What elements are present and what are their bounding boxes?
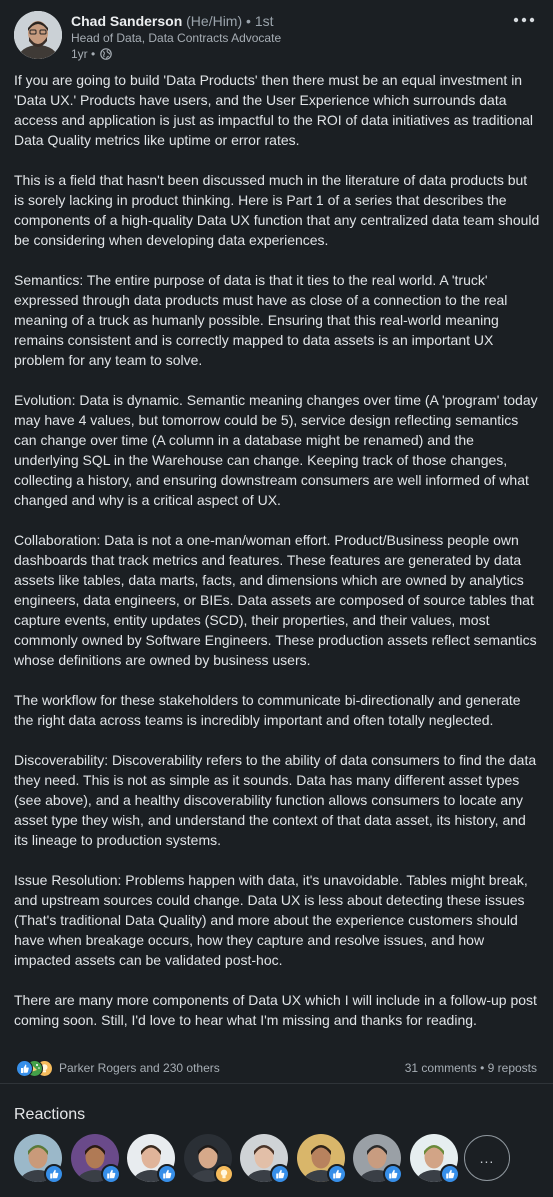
- globe-icon: [100, 48, 112, 60]
- like-badge-icon: [270, 1164, 290, 1184]
- post-timestamp: 1yr •: [71, 47, 96, 61]
- post-meta: [71, 46, 491, 62]
- post-paragraph: Collaboration: Data is not a one-man/woman effort. Product/Business people own dashboards that track metrics and features. These features are generated by data assets like tables, data marts, facts, and dimensions which are owned by analytics engineers, data engineers, or BIEs. Data assets are composed of source tables that capture events, entity updates (SCD), their properties, and their values, most commonly owned by Software Engineers. These production assets reflect semantics whose definitions are owned by business users.: [14, 532, 537, 668]
- reactor-avatar[interactable]: [297, 1134, 345, 1182]
- reactor-avatar[interactable]: [127, 1134, 175, 1182]
- connection-degree: • 1st: [246, 13, 274, 29]
- section-divider: [0, 1083, 553, 1084]
- reposts-count-link[interactable]: 9 reposts: [487, 1061, 537, 1075]
- comments-count-link[interactable]: 31 comments: [404, 1061, 477, 1075]
- like-badge-icon: [327, 1164, 347, 1184]
- reactor-avatar[interactable]: [71, 1134, 119, 1182]
- engagement-counts: [405, 1061, 537, 1075]
- post-text: [14, 70, 540, 1050]
- author-photo-image: [14, 11, 62, 59]
- author-avatar[interactable]: [14, 11, 62, 59]
- post-paragraph: The workflow for these stakeholders to communicate bi-directionally and generate the right data across teams is incredibly important and often totally neglected.: [14, 692, 521, 728]
- reactor-avatar[interactable]: [184, 1134, 232, 1182]
- social-counts: [14, 1058, 539, 1078]
- post-paragraph: If you are going to build 'Data Products' then there must be an equal investment in 'Data UX.' Products have users, and the User Experience which surrounds data access and application is just as impactful to the ROI of data initiatives as traditional Data Quality metrics like uptime or error rates.: [14, 72, 534, 148]
- reactor-avatar[interactable]: [353, 1134, 401, 1182]
- author-name[interactable]: Chad Sanderson: [71, 13, 183, 29]
- reaction-type-icons[interactable]: [16, 1060, 60, 1076]
- reactions-heading: Reactions: [14, 1106, 86, 1123]
- counts-separator: •: [476, 1061, 488, 1075]
- post-paragraph: There are many more components of Data UX which I will include in a follow-up post coming soon. Still, I'd love to hear what I'm missing and thanks for reading.: [14, 992, 537, 1028]
- like-badge-icon: [383, 1164, 403, 1184]
- author-line: [71, 12, 491, 30]
- reactors-summary[interactable]: Parker Rogers and 230 others: [59, 1061, 220, 1075]
- ellipsis-icon: [513, 17, 535, 23]
- like-badge-icon: [101, 1164, 121, 1184]
- like-icon: [16, 1060, 33, 1077]
- more-reactors-button[interactable]: ...: [464, 1135, 510, 1181]
- post-paragraph: Semantics: The entire purpose of data is that it ties to the real world. A 'truck' expressed through data products must have as close of a connection to the real meaning of a truck as humanly possible. Ensuring that this real-world meaning remains consistent and is correctly mapped to data assets is an important UX problem for any team to solve.: [14, 272, 508, 368]
- reactor-avatar[interactable]: [410, 1134, 458, 1182]
- insightful-badge-icon: [214, 1164, 234, 1184]
- more-options-button[interactable]: [511, 10, 537, 30]
- reactor-avatar[interactable]: [240, 1134, 288, 1182]
- post-paragraph: This is a field that hasn't been discussed much in the literature of data products but is sorely lacking in product thinking. Here is Part 1 of a series that describes the components of a high-quality Data UX function that any centralized data team should be considering when developing data experiences.: [14, 172, 540, 248]
- reactor-avatars: [14, 1134, 534, 1186]
- author-pronouns: (He/Him): [186, 13, 243, 29]
- post-paragraph: Evolution: Data is dynamic. Semantic meaning changes over time (A 'program' today may have 4 values, but tomorrow could be 5), service design reflecting semantics can change over time (A column in a database might be renamed) and the underlying SQL in the Warehouse can change. Keeping track of those changes, collecting a history, and ensuring downstream consumers are well informed of what changed and why is a critical aspect of UX.: [14, 392, 538, 508]
- post-paragraph: Issue Resolution: Problems happen with data, it's unavoidable. Tables might break, and upstream sources could change. Data UX is less about detecting these issues (That's traditional Data Quality) and more about the experience customers should have when breakage occurs, how they capture and resolve issues, and how impacted assets can be validated post-hoc.: [14, 872, 528, 968]
- author-headline: Head of Data, Data Contracts Advocate: [71, 31, 282, 45]
- post-header: [14, 10, 539, 66]
- author-info: [71, 12, 491, 62]
- like-badge-icon: [440, 1164, 460, 1184]
- like-badge-icon: [157, 1164, 177, 1184]
- post-paragraph: Discoverability: Discoverability refers to the ability of data consumers to find the data they need. This is not as simple as it sounds. Data has many different asset types (see above), and a healthy discoverability function allows consumers to locate any asset type they wish, and understand the context of that data asset, its history, and its lineage to production systems.: [14, 752, 537, 848]
- reactor-avatar[interactable]: [14, 1134, 62, 1182]
- like-badge-icon: [44, 1164, 64, 1184]
